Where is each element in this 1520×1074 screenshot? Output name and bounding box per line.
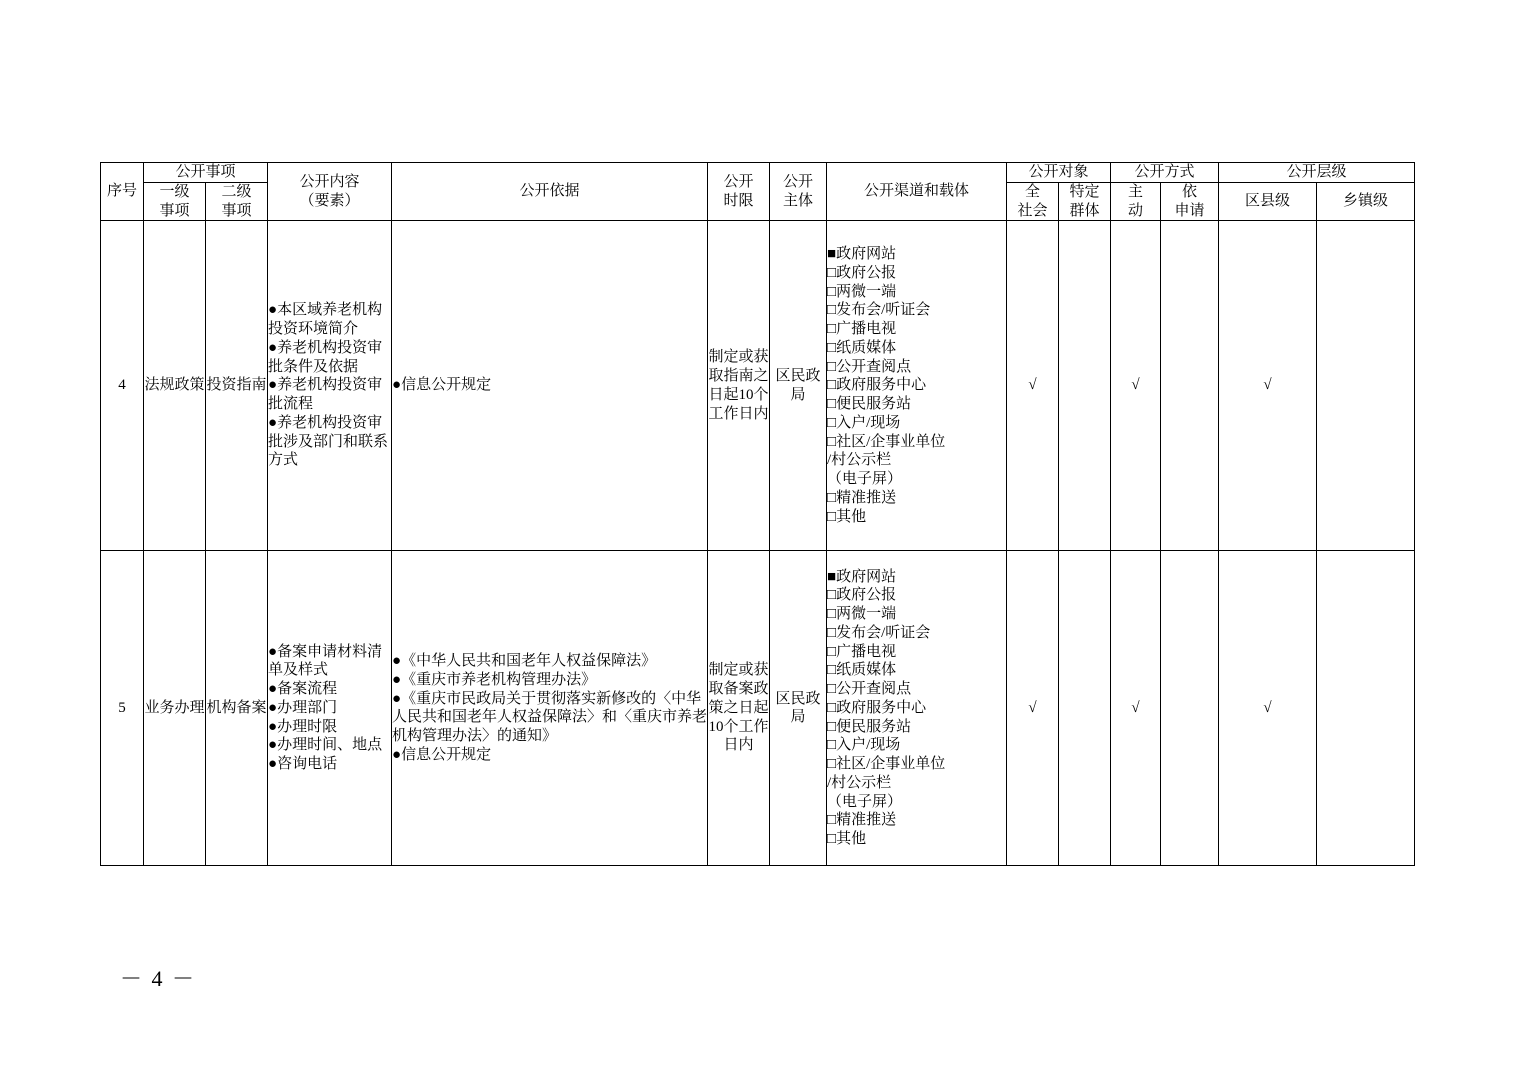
channel-option[interactable]: ■政府网站 [827, 568, 897, 585]
table-row [101, 551, 1415, 866]
content-line: ●备案流程 [268, 681, 338, 698]
channel-option[interactable]: □政府服务中心 [827, 377, 927, 394]
header-channel: 公开渠道和载体 [827, 163, 1007, 221]
channel-option[interactable]: □发布会/听证会 [827, 302, 931, 319]
basis-line: ●《重庆市民政局关于贯彻落实新修改的〈中华人民共和国老年人权益保障法〉和〈重庆市养老机构管理办法〉的通知》 [392, 690, 708, 744]
basis-line: ●信息公开规定 [392, 746, 492, 763]
content-line: ●本区域养老机构投资环境简介 [268, 302, 383, 338]
channel-option[interactable]: □便民服务站 [827, 718, 912, 735]
header-audience-all: 全 社会 [1007, 182, 1059, 221]
row-level2: 投资指南 [206, 221, 268, 551]
channel-option[interactable]: □政府公报 [827, 587, 897, 604]
channel-option[interactable]: □入户/现场 [827, 737, 901, 754]
content-line: ●办理时间、地点 [268, 737, 383, 754]
channel-option[interactable]: □两微一端 [827, 283, 897, 300]
channel-option[interactable]: □精准推送 [827, 489, 897, 506]
row-method-active: √ [1111, 551, 1161, 866]
row-time-limit: 制定或获取备案政策之日起10个工作日内 [708, 551, 770, 866]
basis-line: ●《中华人民共和国老年人权益保障法》 [392, 653, 657, 669]
header-open-items-group: 公开事项 [144, 163, 268, 183]
table-row [101, 221, 1415, 551]
channel-option[interactable]: □社区/企事业单位 [827, 756, 946, 773]
content-line: ●咨询电话 [268, 756, 338, 773]
channel-option-cont: /村公示栏 [827, 452, 892, 469]
row-audience-all: √ [1007, 221, 1059, 551]
header-seq: 序号 [101, 163, 144, 221]
table-body [101, 221, 1415, 866]
content-line: ●备案申请材料清单及样式 [268, 643, 383, 679]
row-audience-specific [1059, 221, 1111, 551]
content-line: ●养老机构投资审批条件及依据 [268, 339, 383, 375]
header-subject: 公开 主体 [770, 163, 827, 221]
basis-line: ●《重庆市养老机构管理办法》 [392, 671, 597, 688]
row-basis [392, 551, 708, 866]
row-method-apply [1161, 551, 1219, 866]
row-level-district: √ [1219, 221, 1317, 551]
channel-option[interactable]: □政府服务中心 [827, 699, 927, 716]
content-line: ●办理部门 [268, 699, 338, 716]
header-audience-group: 公开对象 [1007, 163, 1111, 183]
row-basis [392, 221, 708, 551]
channel-option[interactable]: □入户/现场 [827, 414, 901, 431]
channel-option[interactable]: □精准推送 [827, 812, 897, 829]
channel-option-cont: （电子屏） [827, 471, 903, 488]
row-audience-specific [1059, 551, 1111, 866]
channel-option[interactable]: □纸质媒体 [827, 339, 897, 356]
channel-option[interactable]: □发布会/听证会 [827, 624, 931, 641]
row-method-apply [1161, 221, 1219, 551]
channel-option[interactable]: □其他 [827, 508, 867, 525]
header-content: 公开内容 （要素） [268, 163, 392, 221]
header-level-group: 公开层级 [1219, 163, 1415, 183]
header-level-district: 区县级 [1219, 182, 1317, 221]
row-content [268, 551, 392, 866]
channel-option[interactable]: □政府公报 [827, 264, 897, 281]
channel-option[interactable]: □社区/企事业单位 [827, 433, 946, 450]
row-seq: 5 [101, 551, 144, 866]
row-channels [827, 551, 1007, 866]
row-audience-all: √ [1007, 551, 1059, 866]
row-level-town [1317, 551, 1415, 866]
channel-option[interactable]: □便民服务站 [827, 396, 912, 413]
header-audience-specific: 特定 群体 [1059, 182, 1111, 221]
channel-option[interactable]: □公开查阅点 [827, 358, 912, 375]
page-number: － 4 － [120, 966, 197, 991]
row-level1: 法规政策 [144, 221, 206, 551]
header-method-group: 公开方式 [1111, 163, 1219, 183]
header-level1: 一级 事项 [144, 182, 206, 221]
row-channels [827, 221, 1007, 551]
header-level2: 二级 事项 [206, 182, 268, 221]
disclosure-table [100, 162, 1415, 866]
channel-option[interactable]: □其他 [827, 831, 867, 848]
content-line: ●养老机构投资审批流程 [268, 377, 383, 413]
row-level-town [1317, 221, 1415, 551]
basis-line: ●信息公开规定 [392, 377, 492, 394]
channel-option[interactable]: □纸质媒体 [827, 662, 897, 679]
header-basis: 公开依据 [392, 163, 708, 221]
channel-option[interactable]: □广播电视 [827, 321, 897, 338]
content-line: ●办理时限 [268, 718, 338, 735]
channel-option-cont: （电子屏） [827, 793, 903, 810]
table-header [101, 163, 1415, 221]
row-level1: 业务办理 [144, 551, 206, 866]
channel-option-cont: /村公示栏 [827, 774, 892, 791]
row-method-active: √ [1111, 221, 1161, 551]
row-level-district: √ [1219, 551, 1317, 866]
row-subject: 区民政局 [770, 221, 827, 551]
channel-option[interactable]: □广播电视 [827, 643, 897, 660]
row-content [268, 221, 392, 551]
row-subject: 区民政局 [770, 551, 827, 866]
content-line: ●养老机构投资审批涉及部门和联系方式 [268, 414, 389, 469]
header-level-town: 乡镇级 [1317, 182, 1415, 221]
header-time-limit: 公开 时限 [708, 163, 770, 221]
row-time-limit: 制定或获取指南之日起10个工作日内 [708, 221, 770, 551]
row-seq: 4 [101, 221, 144, 551]
header-method-active: 主 动 [1111, 182, 1161, 221]
header-method-apply: 依 申请 [1161, 182, 1219, 221]
channel-option[interactable]: □公开查阅点 [827, 681, 912, 698]
channel-option[interactable]: ■政府网站 [827, 246, 897, 263]
row-level2: 机构备案 [206, 551, 268, 866]
channel-option[interactable]: □两微一端 [827, 606, 897, 623]
